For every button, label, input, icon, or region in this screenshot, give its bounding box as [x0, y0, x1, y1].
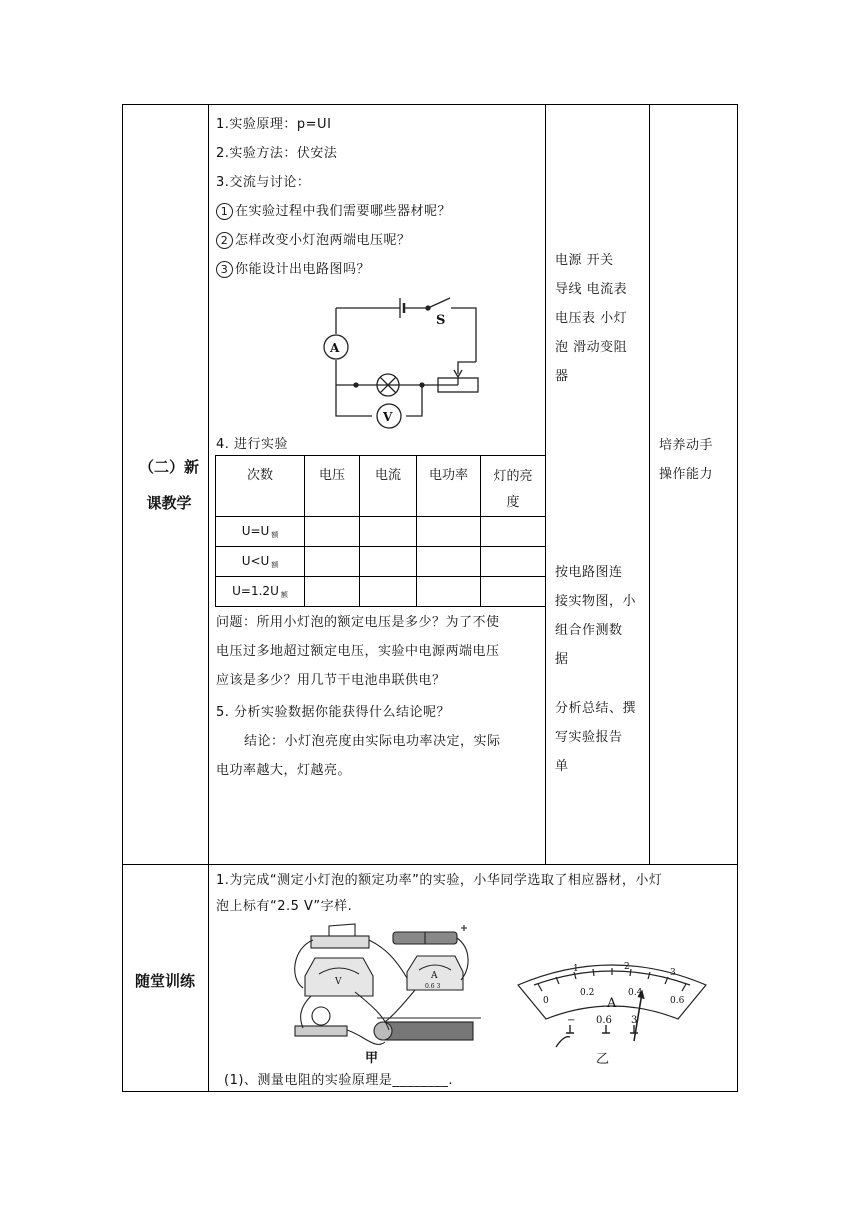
row-divider — [122, 864, 738, 865]
question-3 — [216, 255, 370, 284]
plus-sign — [461, 925, 467, 931]
dial-tick-label: 0.6 — [670, 996, 685, 1006]
section-label-line: 课教学 — [146, 494, 192, 512]
question-text: 在实验过程中我们需要哪些器材呢？ — [235, 204, 452, 219]
table-cell — [305, 547, 360, 577]
table-cell — [360, 517, 417, 547]
text-line: 结论：小灯泡亮度由实际电功率决定，实际 — [244, 734, 501, 749]
experiment-heading: 4. 进行实验 — [216, 437, 289, 452]
text-line: 按电路图连 — [555, 565, 623, 580]
section-label-new-lesson — [130, 452, 208, 518]
student-activity-summary — [555, 694, 647, 781]
question-2 — [216, 226, 411, 255]
conclusion-paragraph — [216, 727, 501, 785]
method-line: 2.实验方法：伏安法 — [216, 146, 338, 161]
wire — [336, 298, 476, 416]
lamp-bulb — [312, 1007, 330, 1025]
terminal-label: 3 — [631, 1015, 638, 1026]
experiment-data-table — [215, 455, 546, 607]
table-header: 电流 — [360, 456, 417, 517]
junction-dot — [354, 383, 358, 387]
row-label-text: U=U — [241, 523, 270, 538]
table-header: 电压 — [305, 456, 360, 517]
table-header-text: 灯的亮度 — [493, 469, 533, 510]
rheostat-end — [374, 1022, 392, 1040]
table-cell — [481, 547, 546, 577]
question-text: 你能设计出电路图吗？ — [235, 262, 371, 277]
table-row-label — [216, 577, 305, 607]
table-cell — [360, 577, 417, 607]
ammeter-terminals: 0.6 3 — [425, 983, 441, 990]
practice-question-part-1: (1)、测量电阻的实验原理是________. — [224, 1073, 454, 1088]
dial-unit: A — [607, 996, 617, 1011]
dial-tick-label: 0 — [543, 996, 549, 1006]
text-line: 据 — [555, 652, 569, 667]
text-line: 电源 开关 — [555, 253, 614, 268]
text-line: 器 — [555, 369, 569, 384]
table-row — [216, 577, 546, 607]
question-text: 怎样改变小灯泡两端电压呢？ — [235, 233, 411, 248]
table-cell — [360, 547, 417, 577]
text-line: 单 — [555, 759, 569, 774]
text-line: 电功率越大，灯越亮。 — [216, 763, 352, 778]
question-paragraph — [216, 608, 500, 695]
voltmeter-letter: V — [335, 977, 342, 987]
knife-switch — [329, 924, 355, 936]
text-line: 电压表 小灯 — [555, 311, 628, 326]
figure-caption-b: 乙 — [596, 1052, 610, 1067]
table-row — [216, 547, 546, 577]
circled-number: 1 — [216, 203, 233, 220]
rheostat-coil — [385, 1022, 473, 1040]
table-row-label — [216, 547, 305, 577]
row-label-text: U=1.2U — [232, 583, 279, 598]
dial-tick-label: 2 — [624, 962, 630, 972]
circled-number: 2 — [216, 232, 233, 249]
table-row — [216, 517, 546, 547]
text-line: 组合作测数 — [555, 623, 623, 638]
subscript: 额 — [271, 530, 279, 539]
ammeter-dial-figure — [516, 955, 708, 1067]
table-cell — [305, 577, 360, 607]
principle-line: 1.实验原理：p=UI — [216, 117, 332, 132]
table-cell — [481, 577, 546, 607]
text-line: 分析总结、撰 — [555, 701, 637, 716]
rheostat-slider — [454, 362, 476, 377]
ammeter-label: A — [330, 341, 340, 355]
section-label-line: （二）新 — [138, 458, 199, 476]
dial-tick-label: 1 — [573, 964, 579, 974]
junction-dot — [420, 383, 424, 387]
terminal-minus — [556, 1025, 574, 1047]
ammeter-letter: A — [431, 971, 438, 981]
table-cell — [305, 517, 360, 547]
text-line: 电压过多地超过额定电压，实验中电源两端电压 — [216, 644, 500, 659]
table-header: 电功率 — [417, 456, 481, 517]
discussion-heading: 3.交流与讨论： — [216, 175, 311, 190]
table-header: 次数 — [216, 456, 305, 517]
subscript: 额 — [271, 560, 279, 569]
table-cell — [417, 547, 481, 577]
terminal-label: − — [567, 1015, 576, 1026]
text-line: 导线 电流表 — [555, 282, 628, 297]
subscript: 额 — [280, 590, 288, 599]
practice-line-1: 1.为完成“测定小灯泡的额定功率”的实验，小华同学选取了相应器材，小灯 — [216, 873, 663, 888]
table-cell — [417, 517, 481, 547]
column-divider — [649, 104, 650, 864]
table-header — [481, 456, 546, 517]
table-header-row — [216, 456, 546, 517]
analysis-heading: 5. 分析实验数据你能获得什么结论呢？ — [216, 705, 451, 720]
terminal-06 — [602, 1025, 610, 1033]
text-line: 写实验报告 — [555, 730, 623, 745]
design-intent — [659, 431, 735, 489]
switch-label: S — [436, 313, 446, 328]
text-line: 接实物图，小 — [555, 594, 637, 609]
table-cell — [481, 517, 546, 547]
text-line: 培养动手 — [659, 438, 714, 453]
text-line: 泡 滑动变阻 — [555, 340, 628, 355]
question-1 — [216, 197, 451, 226]
switch-board — [311, 936, 369, 948]
text-line: 应该是多少？用几节干电池串联供电？ — [216, 673, 446, 688]
circuit-diagram — [318, 290, 488, 438]
figure-caption-a: 甲 — [365, 1051, 379, 1066]
text-line: 问题：所用小灯泡的额定电压是多少？为了不使 — [216, 615, 500, 630]
student-activity-measure — [555, 558, 647, 674]
dial-tick-label: 0.2 — [580, 988, 595, 998]
switch-contact — [426, 306, 430, 310]
dial-tick-label: 3 — [670, 968, 676, 978]
table-cell — [417, 577, 481, 607]
dial-tick-label: 0.4 — [628, 988, 643, 998]
column-divider — [208, 104, 209, 1092]
section-label-practice: 随堂训练 — [134, 972, 195, 990]
table-row-label — [216, 517, 305, 547]
row-label-text: U<U — [241, 553, 270, 568]
practice-line-2: 泡上标有“2.5 V”字样. — [216, 899, 353, 914]
circled-number: 3 — [216, 261, 233, 278]
text-line: 操作能力 — [659, 467, 714, 482]
student-activity-equipment — [555, 246, 647, 391]
voltmeter-label: V — [383, 410, 393, 424]
apparatus-figure — [285, 918, 500, 1066]
terminal-label: 0.6 — [596, 1015, 612, 1026]
